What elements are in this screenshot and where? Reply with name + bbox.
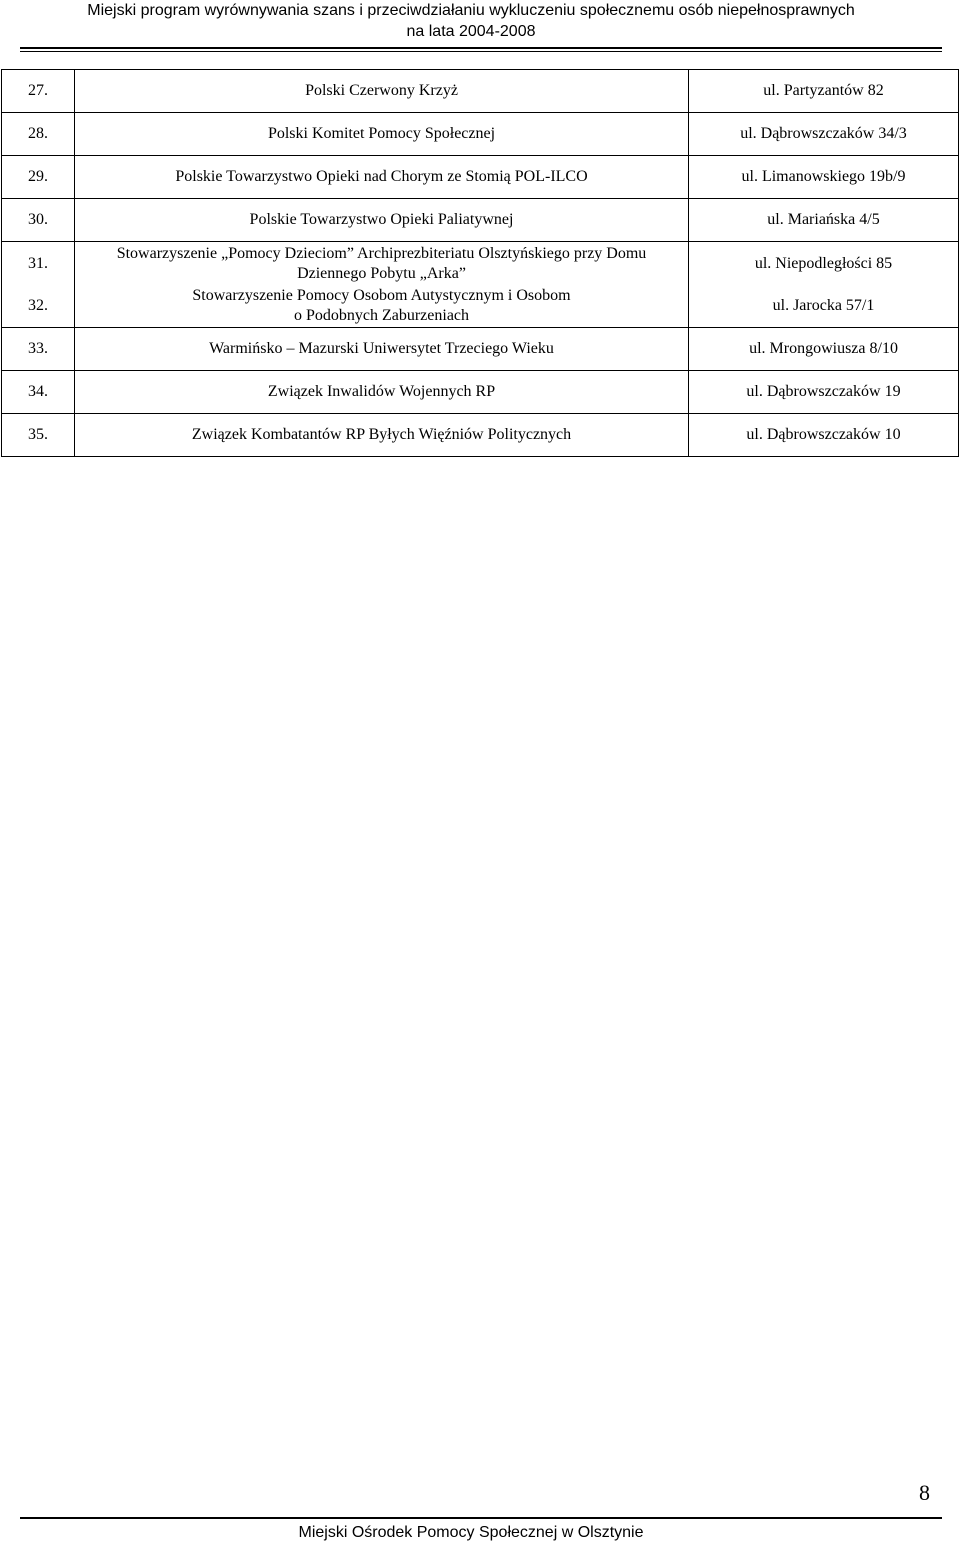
organization-name: Warmińsko – Mazurski Uniwersytet Trzeciego Wieku — [75, 328, 689, 371]
organization-address: ul. Dąbrowszczaków 19 — [689, 371, 959, 414]
organization-address: ul. Niepodległości 85 — [754, 254, 893, 272]
organization-name-line: Dziennego Pobytu „Arka” — [297, 264, 466, 282]
organization-address: ul. Limanowskiego 19b/9 — [689, 156, 959, 199]
row-number: 34. — [2, 371, 75, 414]
row-number: 35. — [2, 414, 75, 457]
table-row — [2, 156, 959, 199]
organization-address: ul. Dąbrowszczaków 34/3 — [689, 113, 959, 156]
organizations-table — [1, 69, 959, 457]
organization-name-group — [75, 242, 689, 328]
row-number-group — [2, 242, 75, 328]
organization-name — [79, 285, 684, 327]
row-number: 28. — [2, 113, 75, 156]
table-row — [2, 199, 959, 242]
organization-address: ul. Jarocka 57/1 — [772, 296, 875, 314]
organization-name: Polskie Towarzystwo Opieki Paliatywnej — [75, 199, 689, 242]
row-number: 27. — [2, 70, 75, 113]
organization-name — [79, 243, 684, 285]
organization-address: ul. Mrongowiusza 8/10 — [689, 328, 959, 371]
table-row — [2, 371, 959, 414]
footer-rule — [20, 1517, 942, 1519]
row-number: 33. — [2, 328, 75, 371]
organization-name: Związek Kombatantów RP Byłych Więźniów Politycznych — [75, 414, 689, 457]
table-row — [2, 70, 959, 113]
page-number: 8 — [919, 1480, 930, 1505]
table-row — [2, 113, 959, 156]
organization-address: ul. Partyzantów 82 — [689, 70, 959, 113]
organization-name: Polski Komitet Pomocy Społecznej — [75, 113, 689, 156]
header-rule — [20, 47, 942, 49]
page-footer: Miejski Ośrodek Pomocy Społecznej w Olsztynie — [298, 1524, 644, 1541]
organization-name-line: Stowarzyszenie Pomocy Osobom Autystycznym i Osobom — [192, 286, 571, 304]
organization-address: ul. Mariańska 4/5 — [689, 199, 959, 242]
organization-name: Związek Inwalidów Wojennych RP — [75, 371, 689, 414]
row-number: 30. — [2, 199, 75, 242]
page-header — [0, 0, 942, 42]
table-row-merged — [2, 242, 959, 328]
organization-name-line: Stowarzyszenie „Pomocy Dzieciom” Archiprezbiteriatu Olsztyńskiego przy Domu — [116, 244, 647, 262]
organization-name: Polskie Towarzystwo Opieki nad Chorym ze Stomią POL-ILCO — [75, 156, 689, 199]
table-row — [2, 328, 959, 371]
row-number: 31. — [28, 254, 48, 272]
organization-address-group — [689, 242, 959, 328]
table-row — [2, 414, 959, 457]
header-title-line2: na lata 2004-2008 — [406, 23, 536, 40]
organization-address: ul. Dąbrowszczaków 10 — [689, 414, 959, 457]
organization-name-line: o Podobnych Zaburzeniach — [293, 306, 470, 324]
header-title-line1: Miejski program wyrównywania szans i przeciwdziałaniu wykluczeniu społecznemu osób niepełnosprawnych — [87, 2, 855, 19]
row-number: 29. — [2, 156, 75, 199]
organization-name: Polski Czerwony Krzyż — [75, 70, 689, 113]
row-number: 32. — [28, 296, 48, 314]
header-rule-thin — [20, 51, 942, 52]
